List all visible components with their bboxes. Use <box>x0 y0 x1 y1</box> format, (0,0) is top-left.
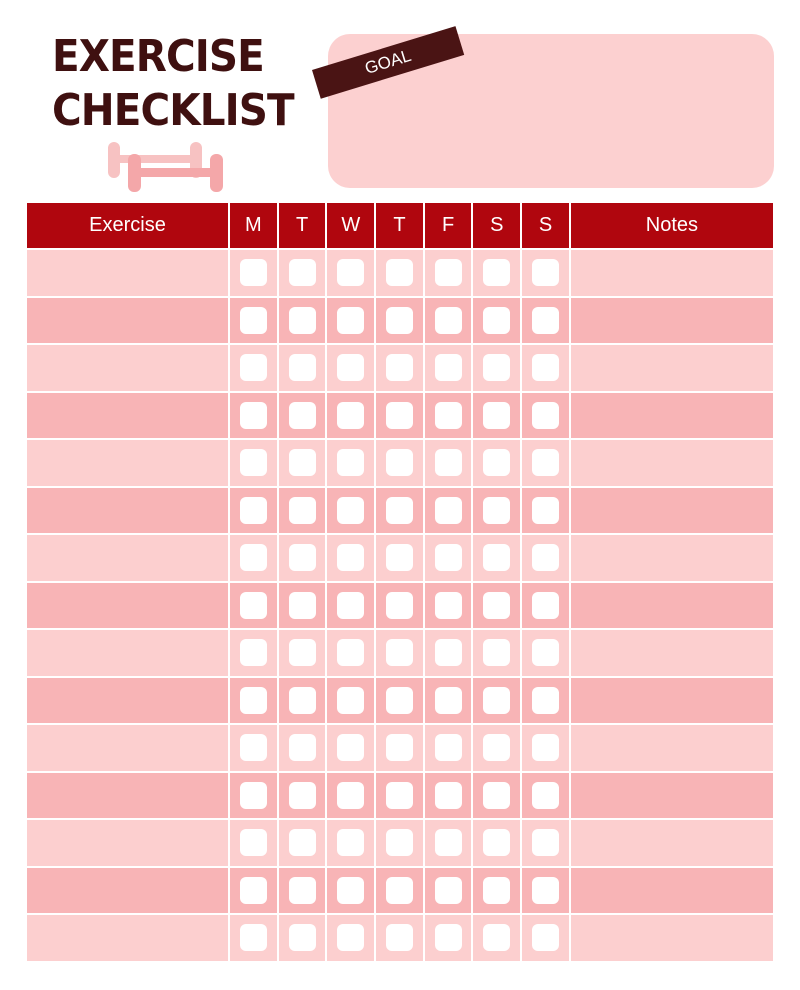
table-row <box>27 249 773 297</box>
checkbox[interactable] <box>532 497 559 524</box>
day-cell <box>424 867 473 915</box>
day-cell <box>375 344 424 392</box>
table-row <box>27 914 773 961</box>
exercise-cell[interactable] <box>27 249 229 297</box>
notes-cell[interactable] <box>570 629 773 677</box>
day-cell <box>375 297 424 345</box>
day-cell <box>424 392 473 440</box>
checkbox[interactable] <box>532 782 559 809</box>
checkbox[interactable] <box>386 782 413 809</box>
checkbox[interactable] <box>240 924 267 951</box>
day-cell <box>472 724 521 772</box>
checkbox[interactable] <box>289 734 316 761</box>
notes-cell[interactable] <box>570 392 773 440</box>
day-cell <box>375 914 424 961</box>
checkbox[interactable] <box>337 687 364 714</box>
day-cell <box>278 487 327 535</box>
checkbox[interactable] <box>532 544 559 571</box>
checkbox[interactable] <box>435 639 462 666</box>
checkbox[interactable] <box>289 592 316 619</box>
exercise-cell[interactable] <box>27 914 229 961</box>
checkbox[interactable] <box>337 259 364 286</box>
checkbox[interactable] <box>289 544 316 571</box>
checkbox[interactable] <box>532 259 559 286</box>
header-day: T <box>375 203 424 249</box>
day-cell <box>326 249 375 297</box>
day-cell <box>326 772 375 820</box>
checkbox[interactable] <box>483 924 510 951</box>
checkbox[interactable] <box>532 687 559 714</box>
day-cell <box>326 487 375 535</box>
day-cell <box>424 724 473 772</box>
table-row <box>27 392 773 440</box>
table-row <box>27 582 773 630</box>
checkbox[interactable] <box>386 829 413 856</box>
checkbox[interactable] <box>435 259 462 286</box>
checkbox[interactable] <box>435 734 462 761</box>
day-cell <box>375 867 424 915</box>
day-cell <box>424 629 473 677</box>
checkbox[interactable] <box>289 877 316 904</box>
checkbox[interactable] <box>435 354 462 381</box>
day-cell <box>472 344 521 392</box>
day-cell <box>229 629 278 677</box>
checkbox[interactable] <box>337 449 364 476</box>
day-cell <box>326 344 375 392</box>
day-cell <box>375 677 424 725</box>
checkbox[interactable] <box>532 354 559 381</box>
day-cell <box>229 392 278 440</box>
day-cell <box>424 819 473 867</box>
day-cell <box>229 439 278 487</box>
checkbox[interactable] <box>337 497 364 524</box>
checkbox[interactable] <box>337 402 364 429</box>
day-cell <box>278 677 327 725</box>
day-cell <box>229 297 278 345</box>
goal-label: GOAL <box>312 26 464 99</box>
day-cell <box>278 392 327 440</box>
checkbox[interactable] <box>386 307 413 334</box>
checkbox[interactable] <box>532 592 559 619</box>
notes-cell[interactable] <box>570 249 773 297</box>
day-cell <box>472 534 521 582</box>
checkbox[interactable] <box>386 877 413 904</box>
day-cell <box>375 487 424 535</box>
day-cell <box>424 677 473 725</box>
day-cell <box>472 914 521 961</box>
day-cell <box>521 439 570 487</box>
checkbox[interactable] <box>483 877 510 904</box>
day-cell <box>375 439 424 487</box>
checkbox[interactable] <box>435 449 462 476</box>
checkbox[interactable] <box>289 782 316 809</box>
checkbox[interactable] <box>289 307 316 334</box>
checkbox[interactable] <box>240 592 267 619</box>
checkbox[interactable] <box>240 402 267 429</box>
checkbox[interactable] <box>289 497 316 524</box>
table-row <box>27 867 773 915</box>
day-cell <box>375 392 424 440</box>
notes-cell[interactable] <box>570 582 773 630</box>
day-cell <box>472 249 521 297</box>
exercise-cell[interactable] <box>27 677 229 725</box>
exercise-cell[interactable] <box>27 867 229 915</box>
header-day: M <box>229 203 278 249</box>
checkbox[interactable] <box>483 259 510 286</box>
day-cell <box>472 772 521 820</box>
checkbox[interactable] <box>337 829 364 856</box>
checkbox[interactable] <box>386 639 413 666</box>
day-cell <box>375 534 424 582</box>
header-day: W <box>326 203 375 249</box>
day-cell <box>326 677 375 725</box>
day-cell <box>424 914 473 961</box>
checkbox[interactable] <box>240 734 267 761</box>
checkbox[interactable] <box>483 782 510 809</box>
checkbox[interactable] <box>386 402 413 429</box>
notes-cell[interactable] <box>570 297 773 345</box>
day-cell <box>424 297 473 345</box>
checkbox[interactable] <box>386 259 413 286</box>
header-day: S <box>472 203 521 249</box>
day-cell <box>521 487 570 535</box>
notes-cell[interactable] <box>570 819 773 867</box>
checkbox[interactable] <box>337 592 364 619</box>
notes-cell[interactable] <box>570 867 773 915</box>
notes-cell[interactable] <box>570 487 773 535</box>
checkbox[interactable] <box>532 924 559 951</box>
day-cell <box>375 772 424 820</box>
day-cell <box>326 914 375 961</box>
day-cell <box>521 534 570 582</box>
day-cell <box>229 867 278 915</box>
day-cell <box>424 582 473 630</box>
day-cell <box>375 629 424 677</box>
day-cell <box>326 392 375 440</box>
table-row <box>27 439 773 487</box>
table-row <box>27 724 773 772</box>
day-cell <box>326 297 375 345</box>
day-cell <box>326 867 375 915</box>
checkbox[interactable] <box>483 402 510 429</box>
day-cell <box>521 914 570 961</box>
day-cell <box>424 534 473 582</box>
notes-cell[interactable] <box>570 914 773 961</box>
table-row <box>27 487 773 535</box>
day-cell <box>424 439 473 487</box>
checkbox[interactable] <box>483 544 510 571</box>
day-cell <box>472 582 521 630</box>
checkbox[interactable] <box>240 782 267 809</box>
header-day: T <box>278 203 327 249</box>
checkbox[interactable] <box>240 497 267 524</box>
exercise-cell[interactable] <box>27 534 229 582</box>
header-exercise: Exercise <box>27 203 229 249</box>
checkbox[interactable] <box>240 687 267 714</box>
checkbox[interactable] <box>435 307 462 334</box>
day-cell <box>229 724 278 772</box>
checkbox[interactable] <box>240 544 267 571</box>
checkbox[interactable] <box>435 829 462 856</box>
day-cell <box>229 914 278 961</box>
day-cell <box>521 249 570 297</box>
notes-cell[interactable] <box>570 772 773 820</box>
checkbox[interactable] <box>435 497 462 524</box>
day-cell <box>278 582 327 630</box>
day-cell <box>521 677 570 725</box>
exercise-cell[interactable] <box>27 487 229 535</box>
checkbox[interactable] <box>435 782 462 809</box>
day-cell <box>229 534 278 582</box>
day-cell <box>278 344 327 392</box>
exercise-cell[interactable] <box>27 439 229 487</box>
checkbox[interactable] <box>240 449 267 476</box>
checkbox[interactable] <box>435 402 462 429</box>
exercise-cell[interactable] <box>27 772 229 820</box>
checkbox[interactable] <box>483 449 510 476</box>
checkbox[interactable] <box>483 829 510 856</box>
checkbox[interactable] <box>483 734 510 761</box>
checkbox[interactable] <box>532 829 559 856</box>
dumbbell-icon <box>104 140 229 195</box>
checkbox[interactable] <box>435 877 462 904</box>
day-cell <box>229 582 278 630</box>
day-cell <box>521 819 570 867</box>
checkbox[interactable] <box>483 307 510 334</box>
day-cell <box>472 487 521 535</box>
checkbox[interactable] <box>337 734 364 761</box>
day-cell <box>375 819 424 867</box>
day-cell <box>521 724 570 772</box>
day-cell <box>424 249 473 297</box>
day-cell <box>326 629 375 677</box>
checkbox[interactable] <box>386 354 413 381</box>
checkbox[interactable] <box>386 449 413 476</box>
day-cell <box>278 724 327 772</box>
day-cell <box>278 297 327 345</box>
checkbox[interactable] <box>289 639 316 666</box>
table-row <box>27 629 773 677</box>
checkbox[interactable] <box>240 307 267 334</box>
checkbox[interactable] <box>337 924 364 951</box>
day-cell <box>472 629 521 677</box>
header-day: F <box>424 203 473 249</box>
checkbox[interactable] <box>289 449 316 476</box>
day-cell <box>472 819 521 867</box>
checkbox[interactable] <box>289 259 316 286</box>
checkbox[interactable] <box>386 497 413 524</box>
checkbox[interactable] <box>532 877 559 904</box>
exercise-cell[interactable] <box>27 582 229 630</box>
day-cell <box>472 677 521 725</box>
exercise-cell[interactable] <box>27 629 229 677</box>
exercise-cell[interactable] <box>27 819 229 867</box>
day-cell <box>278 534 327 582</box>
checkbox[interactable] <box>337 354 364 381</box>
day-cell <box>278 439 327 487</box>
checkbox[interactable] <box>240 829 267 856</box>
day-cell <box>375 249 424 297</box>
checkbox[interactable] <box>483 497 510 524</box>
exercise-cell[interactable] <box>27 724 229 772</box>
checkbox[interactable] <box>289 354 316 381</box>
title-line-1: EXERCISE <box>52 31 264 82</box>
day-cell <box>278 629 327 677</box>
table-row <box>27 819 773 867</box>
day-cell <box>521 867 570 915</box>
exercise-cell[interactable] <box>27 297 229 345</box>
day-cell <box>278 249 327 297</box>
day-cell <box>278 819 327 867</box>
checkbox[interactable] <box>435 687 462 714</box>
checkbox[interactable] <box>532 734 559 761</box>
header-notes: Notes <box>570 203 773 249</box>
notes-cell[interactable] <box>570 344 773 392</box>
checkbox[interactable] <box>337 639 364 666</box>
day-cell <box>326 582 375 630</box>
day-cell <box>229 487 278 535</box>
checkbox[interactable] <box>240 354 267 381</box>
checkbox[interactable] <box>483 639 510 666</box>
day-cell <box>424 487 473 535</box>
title-line-2: CHECKLIST <box>52 85 294 136</box>
day-cell <box>326 534 375 582</box>
day-cell <box>472 392 521 440</box>
checkbox[interactable] <box>240 639 267 666</box>
day-cell <box>278 867 327 915</box>
day-cell <box>326 819 375 867</box>
exercise-table <box>27 203 773 961</box>
checkbox[interactable] <box>532 307 559 334</box>
checkbox[interactable] <box>289 924 316 951</box>
table-row <box>27 344 773 392</box>
checkbox[interactable] <box>386 687 413 714</box>
day-cell <box>424 772 473 820</box>
day-cell <box>521 297 570 345</box>
table-row <box>27 534 773 582</box>
checkbox[interactable] <box>386 924 413 951</box>
day-cell <box>472 867 521 915</box>
notes-cell[interactable] <box>570 724 773 772</box>
checkbox[interactable] <box>289 402 316 429</box>
day-cell <box>472 297 521 345</box>
day-cell <box>229 819 278 867</box>
day-cell <box>229 249 278 297</box>
checkbox[interactable] <box>435 544 462 571</box>
checkbox[interactable] <box>289 687 316 714</box>
day-cell <box>326 439 375 487</box>
day-cell <box>278 772 327 820</box>
checkbox[interactable] <box>483 354 510 381</box>
checkbox[interactable] <box>483 592 510 619</box>
day-cell <box>424 344 473 392</box>
day-cell <box>229 344 278 392</box>
table-header <box>27 203 773 249</box>
checkbox[interactable] <box>435 592 462 619</box>
table-row <box>27 677 773 725</box>
day-cell <box>375 582 424 630</box>
notes-cell[interactable] <box>570 439 773 487</box>
checkbox[interactable] <box>337 782 364 809</box>
day-cell <box>521 772 570 820</box>
checkbox[interactable] <box>337 544 364 571</box>
day-cell <box>326 724 375 772</box>
day-cell <box>472 439 521 487</box>
day-cell <box>521 582 570 630</box>
table-row <box>27 297 773 345</box>
day-cell <box>521 392 570 440</box>
checkbox[interactable] <box>337 877 364 904</box>
day-cell <box>375 724 424 772</box>
checkbox[interactable] <box>386 592 413 619</box>
table-row <box>27 772 773 820</box>
exercise-cell[interactable] <box>27 344 229 392</box>
exercise-cell[interactable] <box>27 392 229 440</box>
checkbox[interactable] <box>435 924 462 951</box>
checkbox[interactable] <box>483 687 510 714</box>
checkbox[interactable] <box>289 829 316 856</box>
checkbox[interactable] <box>240 259 267 286</box>
checkbox[interactable] <box>532 402 559 429</box>
notes-cell[interactable] <box>570 534 773 582</box>
day-cell <box>229 677 278 725</box>
checkbox[interactable] <box>386 734 413 761</box>
day-cell <box>521 344 570 392</box>
checkbox[interactable] <box>532 449 559 476</box>
checkbox[interactable] <box>337 307 364 334</box>
checkbox[interactable] <box>386 544 413 571</box>
day-cell <box>521 629 570 677</box>
day-cell <box>229 772 278 820</box>
checkbox[interactable] <box>240 877 267 904</box>
checkbox[interactable] <box>532 639 559 666</box>
page-title <box>52 30 294 138</box>
header-day: S <box>521 203 570 249</box>
day-cell <box>278 914 327 961</box>
notes-cell[interactable] <box>570 677 773 725</box>
